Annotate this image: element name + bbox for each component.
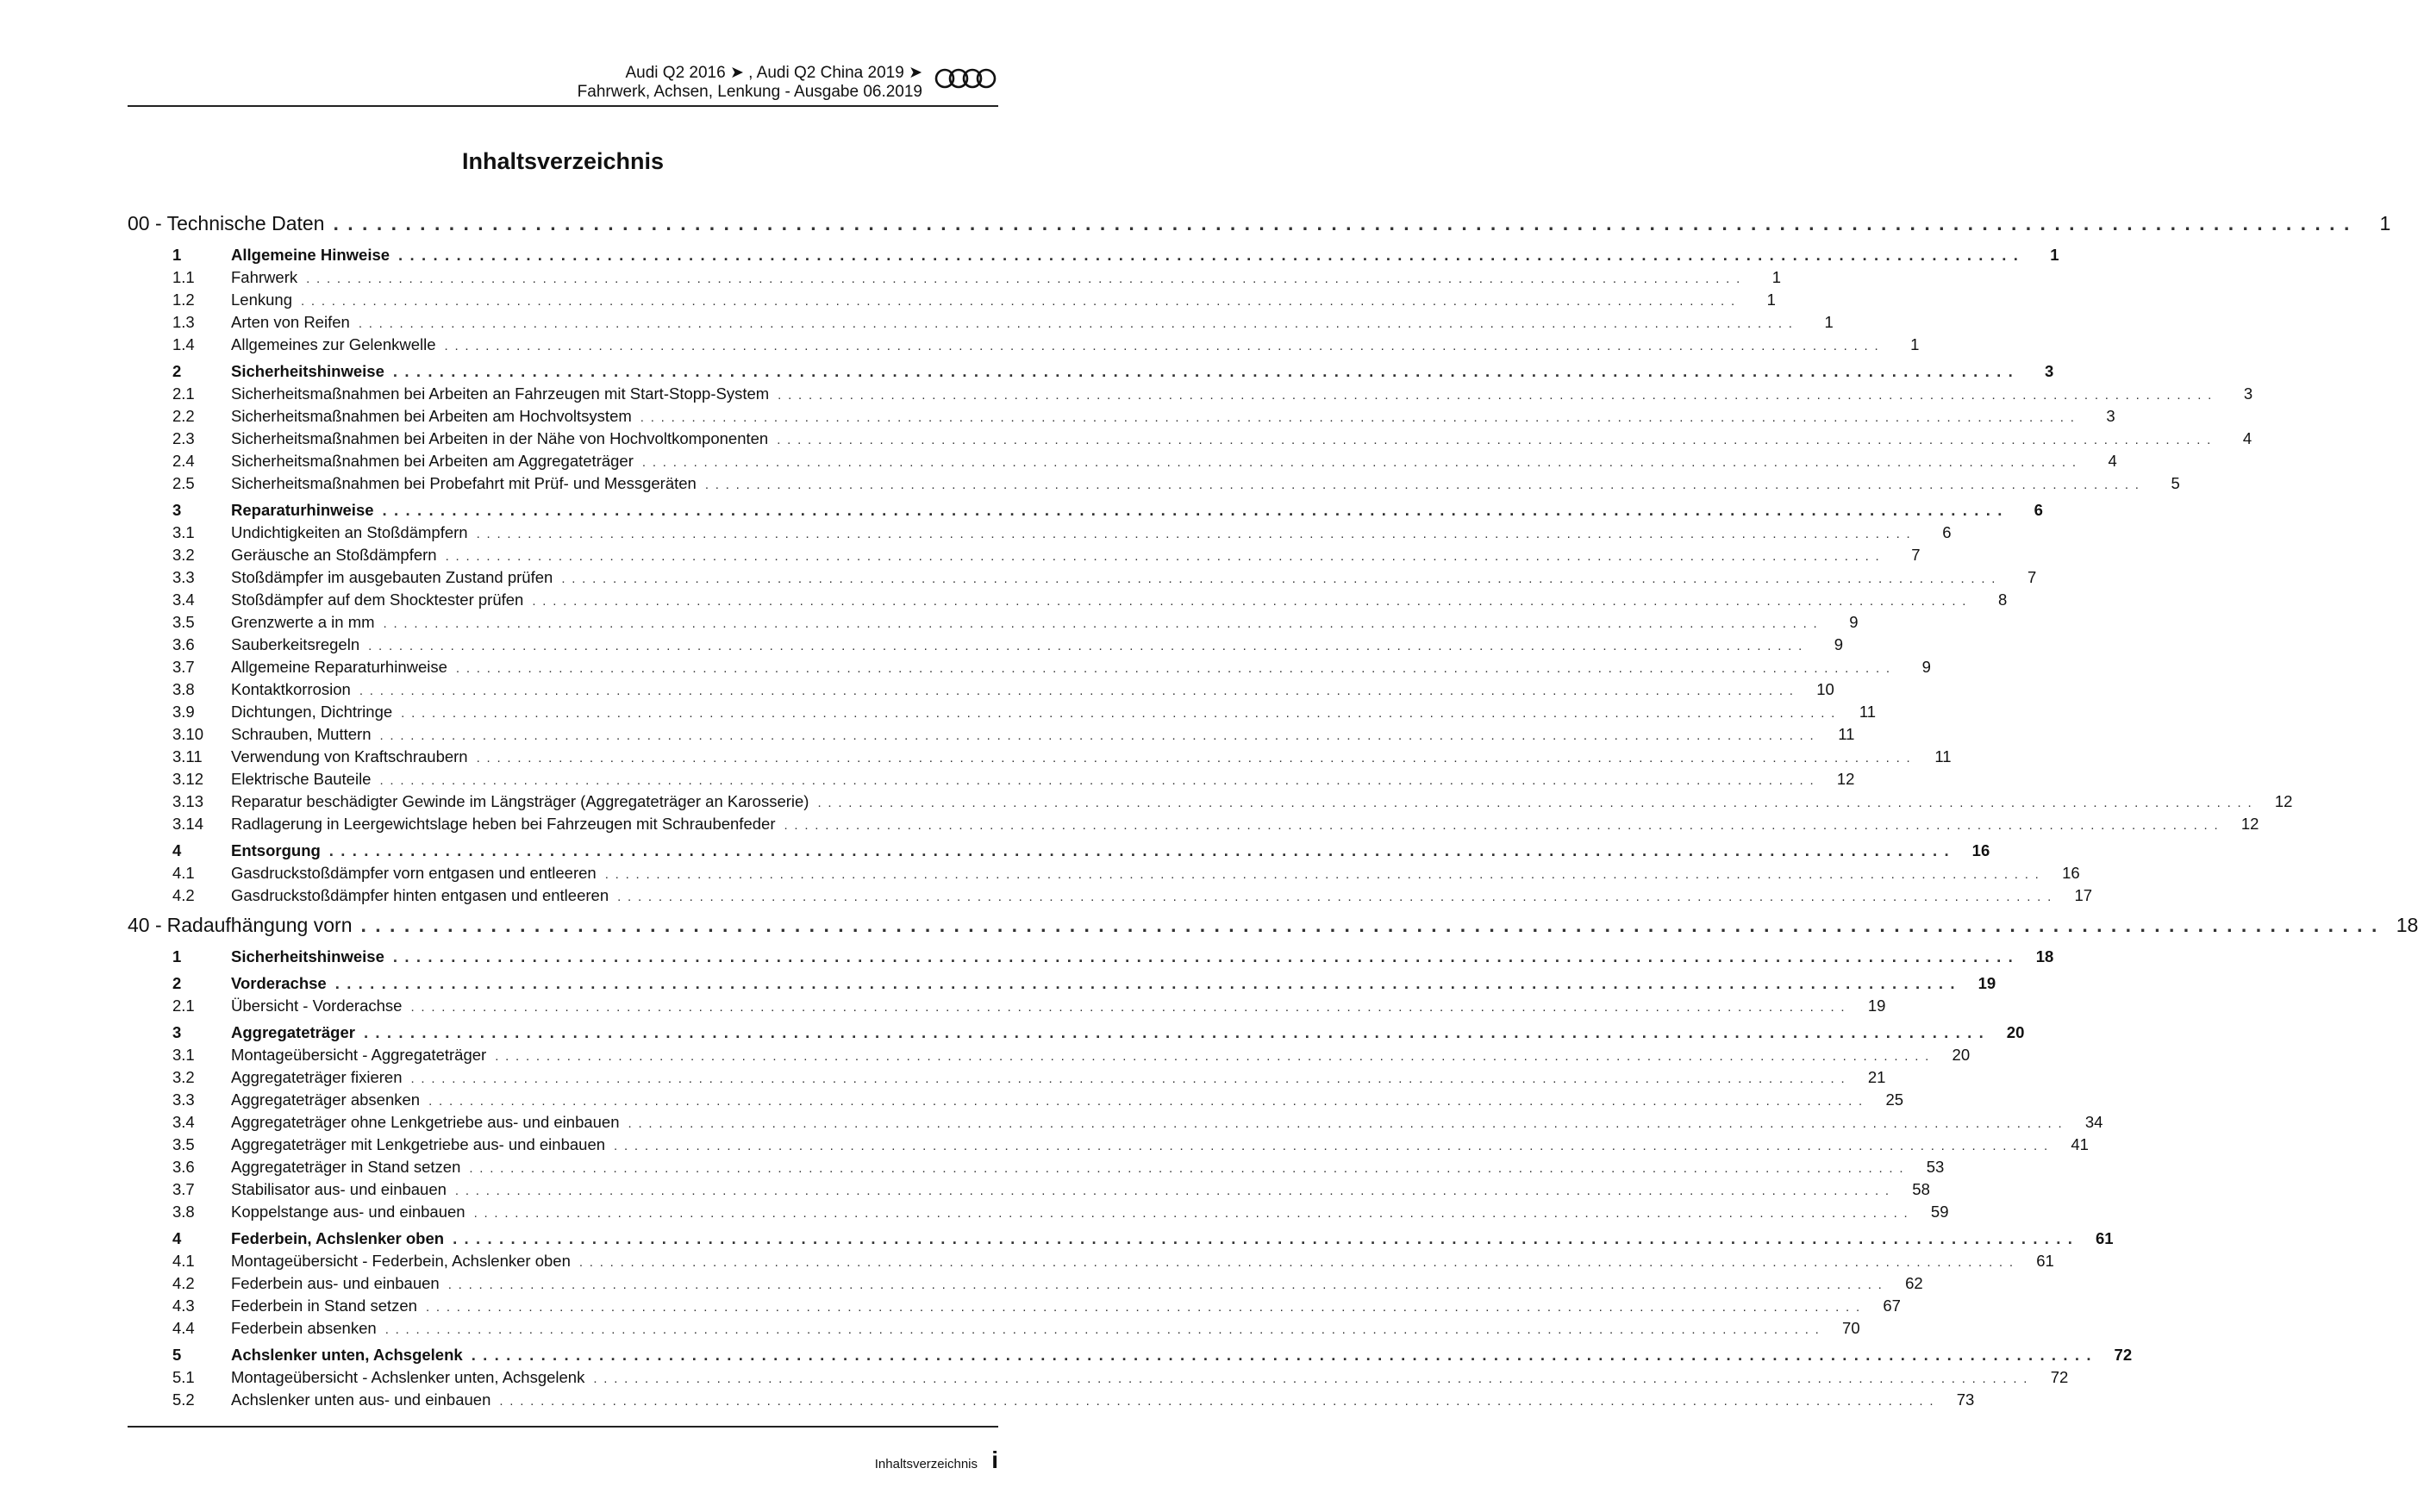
- toc-sub-row[interactable]: [128, 635, 1844, 658]
- toc-entry-page: 21: [1867, 1068, 1886, 1086]
- toc-section-row[interactable]: [128, 841, 1990, 864]
- toc-sub-row[interactable]: [128, 1319, 1860, 1341]
- audi-rings-icon: [934, 67, 998, 90]
- toc-sub-row[interactable]: [128, 474, 2180, 497]
- toc-dot-leader: . . . . . . . . . . . . . . . . . . . . . . . . . . . . . . . . . . . . . . . . . . . . . . . . . . . . . . . . . . . . . . . . . . . . . . . . . . . . . . . . . . . . . . . . . . . . . . . . . . . . . . . . . . . . . . . . . . . . . . . . . . . . . . . . . . . . . . . . . . . .: [333, 212, 2352, 234]
- toc-entry-number: 4.1: [172, 864, 195, 882]
- toc-sub-row[interactable]: [128, 792, 2293, 815]
- toc-entry-number: 4.1: [172, 1252, 195, 1270]
- toc-dot-leader: . . . . . . . . . . . . . . . . . . . . . . . . . . . . . . . . . . . . . . . . . . . . . . . . . . . . . . . . . . . . . . . . . . . . . . . . . . . . . . . . . . . . . . . . . . . . . . . . . . . . . . . . . . . . . . . . . . . . . . . . . . . . . . . . . . . . . . . . . . . .: [410, 1072, 1846, 1086]
- toc-dot-leader: . . . . . . . . . . . . . . . . . . . . . . . . . . . . . . . . . . . . . . . . . . . . . . . . . . . . . . . . . . . . . . . . . . . . . . . . . . . . . . . . . . . . . . . . . . . . . . . . . . . . . . . . . . . . . . . . . . . . . . . . . . . . . . . . . . . . . . . . . . . .: [410, 1000, 1846, 1015]
- toc-section-row[interactable]: [128, 1346, 2133, 1368]
- toc-entry-page: 12: [2274, 792, 2293, 810]
- toc-entry-title: Entsorgung: [231, 841, 321, 859]
- toc-entry-title: Dichtungen, Dichtringe: [231, 703, 393, 721]
- toc-sub-row[interactable]: [128, 1390, 1975, 1413]
- toc-entry-page: 11: [1838, 725, 1855, 743]
- toc-entry-title: Schrauben, Muttern: [231, 725, 372, 743]
- toc-sub-row[interactable]: [128, 1274, 1923, 1296]
- toc-entry-page: 10: [1816, 680, 1834, 698]
- toc-dot-leader: . . . . . . . . . . . . . . . . . . . . . . . . . . . . . . . . . . . . . . . . . . . . . . . . . . . . . . . . . . . . . . . . . . . . . . . . . . . . . . . . . . . . . . . . . . . . . . . . . . . . . . . . . . . . . . . . . . . . . . . . . . . . . . . . . . . . . . . . . . . .: [455, 661, 1891, 676]
- toc-chapter-row[interactable]: [128, 212, 2391, 241]
- toc-entry-title: Radaufhängung vorn: [166, 914, 353, 936]
- toc-entry-page: 7: [1911, 546, 1921, 564]
- toc-dot-leader: . . . . . . . . . . . . . . . . . . . . . . . . . . . . . . . . . . . . . . . . . . . . . . . . . . . . . . . . . . . . . . . . . . . . . . . . . . . . . . . . . . . . . . . . . . . . . . . . . . . . . . . . . . . . . . . . . . . . . . . . . . . . . . . . . . . . . . . . . . . .: [453, 1229, 2074, 1247]
- toc-entry-title: Federbein in Stand setzen: [231, 1296, 417, 1315]
- toc-entry-page: 17: [2074, 886, 2093, 904]
- toc-entry-number: 1.3: [172, 313, 195, 331]
- toc-entry-title: Technische Daten: [166, 212, 325, 234]
- toc-dot-leader: . . . . . . . . . . . . . . . . . . . . . . . . . . . . . . . . . . . . . . . . . . . . . . . . . . . . . . . . . . . . . . . . . . . . . . . . . . . . . . . . . . . . . . . . . . . . . . . . . . . . . . . . . . . . . . . . . . . . . . . . . . . . . . . . . . . . . . . . . . . .: [359, 684, 1795, 698]
- toc-sub-row[interactable]: [128, 997, 1886, 1019]
- toc-sub-row[interactable]: [128, 268, 1782, 291]
- toc-entry-title: Stoßdämpfer im ausgebauten Zustand prüfen: [231, 568, 553, 586]
- toc-entry-title: Übersicht - Vorderachse: [231, 997, 403, 1015]
- toc-entry-title: Aggregateträger: [231, 1023, 355, 1041]
- toc-entry-page: 3: [2106, 407, 2115, 425]
- toc-entry-number: 2.1: [172, 997, 195, 1015]
- page-footer: [128, 1426, 998, 1473]
- toc-entry-title: Vorderachse: [231, 974, 327, 992]
- toc-dot-leader: . . . . . . . . . . . . . . . . . . . . . . . . . . . . . . . . . . . . . . . . . . . . . . . . . . . . . . . . . . . . . . . . . . . . . . . . . . . . . . . . . . . . . . . . . . . . . . . . . . . . . . . . . . . . . . . . . . . . . . . . . . . . . . . . . . . . . . . . . . . .: [784, 818, 2220, 833]
- toc-entry-number: 3.2: [172, 1068, 195, 1086]
- toc-entry-number: 3.2: [172, 546, 195, 564]
- toc-entry-page: 59: [1930, 1203, 1949, 1221]
- toc-dot-leader: . . . . . . . . . . . . . . . . . . . . . . . . . . . . . . . . . . . . . . . . . . . . . . . . . . . . . . . . . . . . . . . . . . . . . . . . . . . . . . . . . . . . . . . . . . . . . . . . . . . . . . . . . . . . . . . . . . . . . . . . . . . . . . . . . . . . . . . . . . . .: [617, 890, 2053, 904]
- toc-entry-page: 6: [1942, 523, 1952, 541]
- toc-entry-page: 25: [1885, 1090, 1904, 1109]
- header-subject-line: Fahrwerk, Achsen, Lenkung - Ausgabe 06.2019: [577, 83, 922, 101]
- toc-section-row[interactable]: [128, 974, 1996, 997]
- toc-dot-leader: . . . . . . . . . . . . . . . . . . . . . . . . . . . . . . . . . . . . . . . . . . . . . . . . . . . . . . . . . . . . . . . . . . . . . . . . . . . . . . . . . . . . . . . . . . . . . . . . . . . . . . . . . . . . . . . . . . . . . . . . . . . . . . . . . . . . . . . . . . . .: [469, 1161, 1905, 1176]
- toc-dot-leader: . . . . . . . . . . . . . . . . . . . . . . . . . . . . . . . . . . . . . . . . . . . . . . . . . . . . . . . . . . . . . . . . . . . . . . . . . . . . . . . . . . . . . . . . . . . . . . . . . . . . . . . . . . . . . . . . . . . . . . . . . . . . . . . . . . . . . . . . . . . .: [704, 478, 2140, 492]
- toc-dot-leader: . . . . . . . . . . . . . . . . . . . . . . . . . . . . . . . . . . . . . . . . . . . . . . . . . . . . . . . . . . . . . . . . . . . . . . . . . . . . . . . . . . . . . . . . . . . . . . . . . . . . . . . . . . . . . . . . . . . . . . . . . . . . . . . . . . . . . . . . . . . .: [476, 527, 1912, 541]
- toc-entry-title: Radlagerung in Leergewichtslage heben bei Fahrzeugen mit Schraubenfeder: [231, 815, 776, 833]
- toc-entry-title: Sicherheitsmaßnahmen bei Arbeiten in der Nähe von Hochvoltkomponenten: [231, 429, 769, 447]
- toc-entry-number: 3.6: [172, 635, 195, 653]
- toc-sub-row[interactable]: [128, 335, 1920, 358]
- toc-entry-title: Montageübersicht - Achslenker unten, Achsgelenk: [231, 1368, 585, 1386]
- toc-entry-number: 3.7: [172, 658, 195, 676]
- toc-entry-page: 20: [2006, 1023, 2025, 1041]
- toc-sub-row[interactable]: [128, 864, 2080, 886]
- toc-entry-page: 9: [1834, 635, 1844, 653]
- toc-entry-title: Aggregateträger absenken: [231, 1090, 421, 1109]
- toc-entry-page: 16: [2062, 864, 2080, 882]
- toc-dot-leader: . . . . . . . . . . . . . . . . . . . . . . . . . . . . . . . . . . . . . . . . . . . . . . . . . . . . . . . . . . . . . . . . . . . . . . . . . . . . . . . . . . . . . . . . . . . . . . . . . . . . . . . . . . . . . . . . . . . . . . . . . . . . . . . . . . . . . . . . . . . .: [817, 796, 2253, 810]
- page-title: Inhaltsverzeichnis: [461, 148, 665, 174]
- toc-entry-number: 3.3: [172, 568, 195, 586]
- toc-dot-leader: . . . . . . . . . . . . . . . . . . . . . . . . . . . . . . . . . . . . . . . . . . . . . . . . . . . . . . . . . . . . . . . . . . . . . . . . . . . . . . . . . . . . . . . . . . . . . . . . . . . . . . . . . . . . . . . . . . . . . . . . . . . . . . . . . . . . . . . . . . . .: [471, 1346, 2093, 1364]
- toc-entry-title: Montageübersicht - Federbein, Achslenker oben: [231, 1252, 571, 1270]
- toc-entry-page: 1: [2050, 246, 2059, 264]
- toc-sub-row[interactable]: [128, 313, 1834, 335]
- toc-entry-number: 4.2: [172, 886, 195, 904]
- toc-entry-page: 19: [1978, 974, 1996, 992]
- toc-dot-leader: . . . . . . . . . . . . . . . . . . . . . . . . . . . . . . . . . . . . . . . . . . . . . . . . . . . . . . . . . . . . . . . . . . . . . . . . . . . . . . . . . . . . . . . . . . . . . . . . . . . . . . . . . . . . . . . . . . . . . . . . . . . . . . . . . . . . . . . . . . . .: [604, 867, 2040, 882]
- toc-dot-leader: . . . . . . . . . . . . . . . . . . . . . . . . . . . . . . . . . . . . . . . . . . . . . . . . . . . . . . . . . . . . . . . . . . . . . . . . . . . . . . . . . . . . . . . . . . . . . . . . . . . . . . . . . . . . . . . . . . . . . . . . . . . . . . . . . . . . . . . . . . . .: [328, 841, 1951, 859]
- toc-dot-leader: . . . . . . . . . . . . . . . . . . . . . . . . . . . . . . . . . . . . . . . . . . . . . . . . . . . . . . . . . . . . . . . . . . . . . . . . . . . . . . . . . . . . . . . . . . . . . . . . . . . . . . . . . . . . . . . . . . . . . . . . . . . . . . . . . . . . . . . . . . . .: [473, 1206, 1909, 1221]
- toc-entry-page: 67: [1883, 1296, 1901, 1315]
- toc-entry-page: 4: [2108, 452, 2117, 470]
- toc-dot-leader: . . . . . . . . . . . . . . . . . . . . . . . . . . . . . . . . . . . . . . . . . . . . . . . . . . . . . . . . . . . . . . . . . . . . . . . . . . . . . . . . . . . . . . . . . . . . . . . . . . . . . . . . . . . . . . . . . . . . . . . . . . . . . . . . . . . . . . . . . . . .: [334, 974, 1957, 992]
- toc-entry-page: 53: [1926, 1158, 1945, 1176]
- toc-entry-number: 4: [172, 1229, 182, 1247]
- toc-dot-leader: . . . . . . . . . . . . . . . . . . . . . . . . . . . . . . . . . . . . . . . . . . . . . . . . . . . . . . . . . . . . . . . . . . . . . . . . . . . . . . . . . . . . . . . . . . . . . . . . . . . . . . . . . . . . . . . . . . . . . . . . . . . . . . . . . . . . . . . . . . . .: [392, 947, 2015, 965]
- toc-entry-title: Geräusche an Stoßdämpfern: [231, 546, 437, 564]
- toc-entry-number: 3: [172, 501, 182, 519]
- toc-sub-row[interactable]: [128, 1135, 2089, 1158]
- toc-entry-page: 11: [1859, 703, 1877, 721]
- toc-entry-number: 1.2: [172, 291, 195, 309]
- toc-sub-row[interactable]: [128, 703, 1877, 725]
- toc-dot-leader: . . . . . . . . . . . . . . . . . . . . . . . . . . . . . . . . . . . . . . . . . . . . . . . . . . . . . . . . . . . . . . . . . . . . . . . . . . . . . . . . . . . . . . . . . . . . . . . . . . . . . . . . . . . . . . . . . . . . . . . . . . . . . . . . . . . . . . . . . . . .: [379, 773, 1815, 788]
- toc-entry-page: 41: [2071, 1135, 2089, 1153]
- toc-entry-title: Koppelstange aus- und einbauen: [231, 1203, 465, 1221]
- toc-sub-row[interactable]: [128, 1203, 1949, 1225]
- toc-dot-leader: . . . . . . . . . . . . . . . . . . . . . . . . . . . . . . . . . . . . . . . . . . . . . . . . . . . . . . . . . . . . . . . . . . . . . . . . . . . . . . . . . . . . . . . . . . . . . . . . . . . . . . . . . . . . . . . . . . . . . . . . . . . . . . . . . . . . . . . . . . . .: [425, 1300, 1861, 1315]
- header-model-line: Audi Q2 2016 ➤ , Audi Q2 China 2019 ➤: [625, 64, 922, 82]
- toc-entry-title: Sauberkeitsregeln: [231, 635, 360, 653]
- toc-entry-number: 00 -: [128, 212, 162, 234]
- toc-entry-page: 70: [1842, 1319, 1860, 1337]
- toc-sub-row[interactable]: [128, 680, 1834, 703]
- toc-sub-row[interactable]: [128, 1046, 1971, 1068]
- toc-sub-row[interactable]: [128, 429, 2252, 452]
- toc-sub-row[interactable]: [128, 407, 2115, 429]
- toc-sub-row[interactable]: [128, 452, 2117, 474]
- toc-entry-page: 58: [1912, 1180, 1930, 1198]
- toc-dot-leader: . . . . . . . . . . . . . . . . . . . . . . . . . . . . . . . . . . . . . . . . . . . . . . . . . . . . . . . . . . . . . . . . . . . . . . . . . . . . . . . . . . . . . . . . . . . . . . . . . . . . . . . . . . . . . . . . . . . . . . . . . . . . . . . . . . . . . . . . . . . .: [392, 362, 2015, 380]
- toc-dot-leader: . . . . . . . . . . . . . . . . . . . . . . . . . . . . . . . . . . . . . . . . . . . . . . . . . . . . . . . . . . . . . . . . . . . . . . . . . . . . . . . . . . . . . . . . . . . . . . . . . . . . . . . . . . . . . . . . . . . . . . . . . . . . . . . . . . . . . . . . . . . .: [428, 1094, 1865, 1109]
- toc-sub-row[interactable]: [128, 725, 1855, 747]
- toc-entry-page: 18: [2035, 947, 2054, 965]
- toc-entry-number: 2: [172, 362, 182, 380]
- toc-entry-title: Gasdruckstoßdämpfer hinten entgasen und entleeren: [231, 886, 609, 904]
- toc-dot-leader: . . . . . . . . . . . . . . . . . . . . . . . . . . . . . . . . . . . . . . . . . . . . . . . . . . . . . . . . . . . . . . . . . . . . . . . . . . . . . . . . . . . . . . . . . . . . . . . . . . . . . . . . . . . . . . . . . . . . . . . . . . . . . . . . . . . . . . . . . . . .: [383, 616, 1819, 631]
- toc-entry-title: Achslenker unten aus- und einbauen: [231, 1390, 491, 1409]
- toc-entry-title: Sicherheitshinweise: [231, 947, 384, 965]
- toc-entry-title: Aggregateträger mit Lenkgetriebe aus- und einbauen: [231, 1135, 606, 1153]
- toc-sub-row[interactable]: [128, 658, 1931, 680]
- toc-sub-row[interactable]: [128, 1068, 1886, 1090]
- toc-entry-page: 61: [2095, 1229, 2114, 1247]
- toc-dot-leader: . . . . . . . . . . . . . . . . . . . . . . . . . . . . . . . . . . . . . . . . . . . . . . . . . . . . . . . . . . . . . . . . . . . . . . . . . . . . . . . . . . . . . . . . . . . . . . . . . . . . . . . . . . . . . . . . . . . . . . . . . . . . . . . . . . . . . . . . . . . .: [777, 433, 2213, 447]
- toc-entry-number: 2.4: [172, 452, 195, 470]
- toc-chapter-row[interactable]: [128, 914, 2418, 943]
- toc-section-row[interactable]: [128, 362, 2054, 384]
- toc-dot-leader: . . . . . . . . . . . . . . . . . . . . . . . . . . . . . . . . . . . . . . . . . . . . . . . . . . . . . . . . . . . . . . . . . . . . . . . . . . . . . . . . . . . . . . . . . . . . . . . . . . . . . . . . . . . . . . . . . . . . . . . . . . . . . . . . . . . . . . . . . . . .: [382, 501, 2003, 519]
- toc-dot-leader: . . . . . . . . . . . . . . . . . . . . . . . . . . . . . . . . . . . . . . . . . . . . . . . . . . . . . . . . . . . . . . . . . . . . . . . . . . . . . . . . . . . . . . . . . . . . . . . . . . . . . . . . . . . . . . . . . . . . . . . . . . . . . . . . . . . . . . . . . . . .: [447, 1278, 1884, 1292]
- toc-entry-page: 9: [1921, 658, 1931, 676]
- toc-entry-number: 4.2: [172, 1274, 195, 1292]
- toc-entry-number: 5.2: [172, 1390, 195, 1409]
- toc-dot-leader: . . . . . . . . . . . . . . . . . . . . . . . . . . . . . . . . . . . . . . . . . . . . . . . . . . . . . . . . . . . . . . . . . . . . . . . . . . . . . . . . . . . . . . . . . . . . . . . . . . . . . . . . . . . . . . . . . . . . . . . . . . . . . . . . . . . . . . . . . . . .: [454, 1184, 1890, 1198]
- toc-sub-row[interactable]: [128, 1252, 2054, 1274]
- toc-entry-page: 1: [1824, 313, 1834, 331]
- toc-entry-title: Reparaturhinweise: [231, 501, 374, 519]
- toc-entry-number: 3.13: [172, 792, 204, 810]
- toc-entry-title: Undichtigkeiten an Stoßdämpfern: [231, 523, 468, 541]
- toc-entry-title: Allgemeine Hinweise: [231, 246, 391, 264]
- toc-entry-page: 62: [1905, 1274, 1923, 1292]
- toc-entry-title: Fahrwerk: [231, 268, 298, 286]
- toc-entry-title: Arten von Reifen: [231, 313, 350, 331]
- toc-entry-page: 1: [1910, 335, 1920, 353]
- toc-dot-leader: . . . . . . . . . . . . . . . . . . . . . . . . . . . . . . . . . . . . . . . . . . . . . . . . . . . . . . . . . . . . . . . . . . . . . . . . . . . . . . . . . . . . . . . . . . . . . . . . . . . . . . . . . . . . . . . . . . . . . . . . . . . . . . . . . . . . . . . . . . . .: [306, 272, 1742, 286]
- toc-entry-page: 11: [1934, 747, 1952, 765]
- footer-label: Inhaltsverzeichnis: [874, 1457, 978, 1471]
- toc-section-row[interactable]: [128, 1023, 2025, 1046]
- toc-entry-page: 1: [2379, 212, 2391, 234]
- toc-dot-leader: . . . . . . . . . . . . . . . . . . . . . . . . . . . . . . . . . . . . . . . . . . . . . . . . . . . . . . . . . . . . . . . . . . . . . . . . . . . . . . . . . . . . . . . . . . . . . . . . . . . . . . . . . . . . . . . . . . . . . . . . . . . . . . . . . . . . . . . . . . . .: [778, 388, 2214, 403]
- toc-sub-row[interactable]: [128, 590, 2008, 613]
- toc-sub-row[interactable]: [128, 886, 2093, 909]
- toc-entry-page: 9: [1849, 613, 1859, 631]
- toc-entry-page: 5: [2171, 474, 2180, 492]
- toc-sub-row[interactable]: [128, 770, 1855, 792]
- toc-entry-page: 8: [1997, 590, 2008, 609]
- toc-entry-number: 2.5: [172, 474, 195, 492]
- toc-entry-title: Sicherheitshinweise: [231, 362, 384, 380]
- toc-sub-row[interactable]: [128, 1180, 1930, 1203]
- toc-entry-number: 3.4: [172, 590, 195, 609]
- toc-dot-leader: . . . . . . . . . . . . . . . . . . . . . . . . . . . . . . . . . . . . . . . . . . . . . . . . . . . . . . . . . . . . . . . . . . . . . . . . . . . . . . . . . . . . . . . . . . . . . . . . . . . . . . . . . . . . . . . . . . . . . . . . . . . . . . . . . . . . . . . . . . . .: [641, 455, 2077, 470]
- toc-sub-row[interactable]: [128, 546, 1921, 568]
- toc-section-row[interactable]: [128, 501, 2043, 523]
- toc-entry-page: 1: [1771, 268, 1782, 286]
- toc-entry-page: 20: [1952, 1046, 1971, 1064]
- toc-entry-page: 4: [2242, 429, 2252, 447]
- toc-dot-leader: . . . . . . . . . . . . . . . . . . . . . . . . . . . . . . . . . . . . . . . . . . . . . . . . . . . . . . . . . . . . . . . . . . . . . . . . . . . . . . . . . . . . . . . . . . . . . . . . . . . . . . . . . . . . . . . . . . . . . . . . . . . . . . . . . . . . . . . . . . . .: [444, 339, 1880, 353]
- toc-entry-number: 3.14: [172, 815, 204, 833]
- toc-sub-row[interactable]: [128, 1296, 1901, 1319]
- toc-entry-number: 3.1: [172, 1046, 195, 1064]
- footer-page-number: i: [991, 1446, 998, 1473]
- toc-entry-number: 1: [172, 947, 182, 965]
- toc-dot-leader: . . . . . . . . . . . . . . . . . . . . . . . . . . . . . . . . . . . . . . . . . . . . . . . . . . . . . . . . . . . . . . . . . . . . . . . . . . . . . . . . . . . . . . . . . . . . . . . . . . . . . . . . . . . . . . . . . . . . . . . . . . . . . . . . . . . . . . . . . . . .: [476, 751, 1912, 765]
- toc-entry-title: Federbein absenken: [231, 1319, 377, 1337]
- toc-sub-row[interactable]: [128, 613, 1859, 635]
- toc-entry-title: Sicherheitsmaßnahmen bei Arbeiten an Fahrzeugen mit Start-Stopp-System: [231, 384, 770, 403]
- toc-entry-number: 4: [172, 841, 182, 859]
- table-of-contents: [128, 207, 2418, 1413]
- toc-entry-page: 34: [2084, 1113, 2103, 1131]
- toc-entry-number: 3.7: [172, 1180, 195, 1198]
- toc-entry-number: 1.4: [172, 335, 195, 353]
- toc-entry-page: 1: [1766, 291, 1776, 309]
- toc-entry-title: Gasdruckstoßdämpfer vorn entgasen und entleeren: [231, 864, 597, 882]
- toc-entry-title: Allgemeine Reparaturhinweise: [231, 658, 447, 676]
- toc-dot-leader: . . . . . . . . . . . . . . . . . . . . . . . . . . . . . . . . . . . . . . . . . . . . . . . . . . . . . . . . . . . . . . . . . . . . . . . . . . . . . . . . . . . . . . . . . . . . . . . . . . . . . . . . . . . . . . . . . . . . . . . . . . . . . . . . . . . . . . . . . . . .: [561, 572, 1997, 586]
- toc-entry-number: 3.4: [172, 1113, 195, 1131]
- toc-entry-number: 3: [172, 1023, 182, 1041]
- toc-sub-row[interactable]: [128, 815, 2259, 837]
- toc-entry-page: 72: [2114, 1346, 2133, 1364]
- toc-entry-title: Aggregateträger fixieren: [231, 1068, 403, 1086]
- toc-entry-title: Elektrische Bauteile: [231, 770, 372, 788]
- toc-dot-leader: . . . . . . . . . . . . . . . . . . . . . . . . . . . . . . . . . . . . . . . . . . . . . . . . . . . . . . . . . . . . . . . . . . . . . . . . . . . . . . . . . . . . . . . . . . . . . . . . . . . . . . . . . . . . . . . . . . . . . . . . . . . . . . . . . . . . . . . . . . . .: [628, 1116, 2064, 1131]
- toc-entry-number: 5: [172, 1346, 182, 1364]
- toc-sub-row[interactable]: [128, 1113, 2103, 1135]
- toc-entry-number: 3.3: [172, 1090, 195, 1109]
- toc-entry-number: 2.3: [172, 429, 195, 447]
- toc-sub-row[interactable]: [128, 1368, 2069, 1390]
- toc-entry-page: 73: [1956, 1390, 1975, 1409]
- toc-entry-title: Montageübersicht - Aggregateträger: [231, 1046, 487, 1064]
- toc-entry-page: 61: [2036, 1252, 2054, 1270]
- toc-sub-row[interactable]: [128, 568, 2037, 590]
- toc-entry-number: 2.2: [172, 407, 195, 425]
- toc-entry-number: 5.1: [172, 1368, 195, 1386]
- toc-dot-leader: . . . . . . . . . . . . . . . . . . . . . . . . . . . . . . . . . . . . . . . . . . . . . . . . . . . . . . . . . . . . . . . . . . . . . . . . . . . . . . . . . . . . . . . . . . . . . . . . . . . . . . . . . . . . . . . . . . . . . . . . . . . . . . . . . . . . . . . . . . . .: [499, 1394, 1935, 1409]
- toc-entry-title: Aggregateträger in Stand setzen: [231, 1158, 461, 1176]
- toc-dot-leader: . . . . . . . . . . . . . . . . . . . . . . . . . . . . . . . . . . . . . . . . . . . . . . . . . . . . . . . . . . . . . . . . . . . . . . . . . . . . . . . . . . . . . . . . . . . . . . . . . . . . . . . . . . . . . . . . . . . . . . . . . . . . . . . . . . . . . . . . . . . .: [368, 639, 1804, 653]
- toc-entry-title: Stabilisator aus- und einbauen: [231, 1180, 447, 1198]
- toc-entry-page: 3: [2243, 384, 2253, 403]
- toc-entry-number: 3.5: [172, 613, 195, 631]
- toc-sub-row[interactable]: [128, 1158, 1945, 1180]
- toc-entry-page: 18: [2396, 914, 2418, 936]
- toc-sub-row[interactable]: [128, 523, 1952, 546]
- toc-entry-number: 4.4: [172, 1319, 195, 1337]
- toc-dot-leader: . . . . . . . . . . . . . . . . . . . . . . . . . . . . . . . . . . . . . . . . . . . . . . . . . . . . . . . . . . . . . . . . . . . . . . . . . . . . . . . . . . . . . . . . . . . . . . . . . . . . . . . . . . . . . . . . . . . . . . . . . . . . . . . . . . . . . . . . . . . .: [363, 1023, 1985, 1041]
- toc-entry-number: 3.1: [172, 523, 195, 541]
- toc-entry-title: Aggregateträger ohne Lenkgetriebe aus- und einbauen: [231, 1113, 620, 1131]
- toc-entry-page: 19: [1867, 997, 1886, 1015]
- toc-dot-leader: . . . . . . . . . . . . . . . . . . . . . . . . . . . . . . . . . . . . . . . . . . . . . . . . . . . . . . . . . . . . . . . . . . . . . . . . . . . . . . . . . . . . . . . . . . . . . . . . . . . . . . . . . . . . . . . . . . . . . . . . . . . . . . . . . . . . . . . . . . . .: [398, 246, 2020, 264]
- toc-entry-title: Federbein, Achslenker oben: [231, 1229, 445, 1247]
- toc-entry-page: 3: [2045, 362, 2054, 380]
- toc-entry-number: 3.10: [172, 725, 204, 743]
- toc-entry-number: 3.8: [172, 1203, 195, 1221]
- toc-entry-title: Grenzwerte a in mm: [231, 613, 375, 631]
- toc-entry-number: 3.11: [172, 747, 203, 765]
- toc-entry-title: Lenkung: [231, 291, 292, 309]
- toc-entry-page: 12: [2240, 815, 2259, 833]
- toc-entry-title: Verwendung von Kraftschraubern: [231, 747, 468, 765]
- page-header: [128, 59, 998, 107]
- toc-sub-row[interactable]: [128, 384, 2253, 407]
- toc-dot-leader: . . . . . . . . . . . . . . . . . . . . . . . . . . . . . . . . . . . . . . . . . . . . . . . . . . . . . . . . . . . . . . . . . . . . . . . . . . . . . . . . . . . . . . . . . . . . . . . . . . . . . . . . . . . . . . . . . . . . . . . . . . . . . . . . . . . . . . . . . . . .: [360, 914, 2379, 936]
- toc-entry-number: 1: [172, 246, 182, 264]
- toc-sub-row[interactable]: [128, 291, 1776, 313]
- toc-entry-title: Achslenker unten, Achsgelenk: [231, 1346, 463, 1364]
- toc-dot-leader: . . . . . . . . . . . . . . . . . . . . . . . . . . . . . . . . . . . . . . . . . . . . . . . . . . . . . . . . . . . . . . . . . . . . . . . . . . . . . . . . . . . . . . . . . . . . . . . . . . . . . . . . . . . . . . . . . . . . . . . . . . . . . . . . . . . . . . . . . . . .: [384, 1322, 1821, 1337]
- toc-entry-page: 16: [1971, 841, 1990, 859]
- toc-section-row[interactable]: [128, 1229, 2114, 1252]
- toc-section-row[interactable]: [128, 246, 2059, 268]
- toc-entry-number: 3.8: [172, 680, 195, 698]
- toc-entry-title: Kontaktkorrosion: [231, 680, 351, 698]
- toc-entry-page: 12: [1836, 770, 1855, 788]
- toc-dot-leader: . . . . . . . . . . . . . . . . . . . . . . . . . . . . . . . . . . . . . . . . . . . . . . . . . . . . . . . . . . . . . . . . . . . . . . . . . . . . . . . . . . . . . . . . . . . . . . . . . . . . . . . . . . . . . . . . . . . . . . . . . . . . . . . . . . . . . . . . . . . .: [532, 594, 1968, 609]
- toc-entry-number: 3.5: [172, 1135, 195, 1153]
- toc-entry-title: Sicherheitsmaßnahmen bei Arbeiten am Hochvoltsystem: [231, 407, 632, 425]
- toc-entry-title: Allgemeines zur Gelenkwelle: [231, 335, 436, 353]
- toc-entry-number: 2: [172, 974, 182, 992]
- toc-dot-leader: . . . . . . . . . . . . . . . . . . . . . . . . . . . . . . . . . . . . . . . . . . . . . . . . . . . . . . . . . . . . . . . . . . . . . . . . . . . . . . . . . . . . . . . . . . . . . . . . . . . . . . . . . . . . . . . . . . . . . . . . . . . . . . . . . . . . . . . . . . . .: [495, 1049, 1931, 1064]
- toc-dot-leader: . . . . . . . . . . . . . . . . . . . . . . . . . . . . . . . . . . . . . . . . . . . . . . . . . . . . . . . . . . . . . . . . . . . . . . . . . . . . . . . . . . . . . . . . . . . . . . . . . . . . . . . . . . . . . . . . . . . . . . . . . . . . . . . . . . . . . . . . . . . .: [593, 1371, 2029, 1386]
- toc-dot-leader: . . . . . . . . . . . . . . . . . . . . . . . . . . . . . . . . . . . . . . . . . . . . . . . . . . . . . . . . . . . . . . . . . . . . . . . . . . . . . . . . . . . . . . . . . . . . . . . . . . . . . . . . . . . . . . . . . . . . . . . . . . . . . . . . . . . . . . . . . . . .: [401, 706, 1837, 721]
- toc-dot-leader: . . . . . . . . . . . . . . . . . . . . . . . . . . . . . . . . . . . . . . . . . . . . . . . . . . . . . . . . . . . . . . . . . . . . . . . . . . . . . . . . . . . . . . . . . . . . . . . . . . . . . . . . . . . . . . . . . . . . . . . . . . . . . . . . . . . . . . . . . . . .: [614, 1139, 2049, 1153]
- toc-entry-title: Federbein aus- und einbauen: [231, 1274, 440, 1292]
- toc-entry-title: Sicherheitsmaßnahmen bei Probefahrt mit Prüf- und Messgeräten: [231, 474, 697, 492]
- toc-entry-number: 3.6: [172, 1158, 195, 1176]
- header-text: [578, 64, 922, 102]
- toc-dot-leader: . . . . . . . . . . . . . . . . . . . . . . . . . . . . . . . . . . . . . . . . . . . . . . . . . . . . . . . . . . . . . . . . . . . . . . . . . . . . . . . . . . . . . . . . . . . . . . . . . . . . . . . . . . . . . . . . . . . . . . . . . . . . . . . . . . . . . . . . . . . .: [445, 549, 1881, 564]
- toc-entry-number: 40 -: [128, 914, 162, 936]
- toc-entry-number: 1.1: [172, 268, 195, 286]
- toc-section-row[interactable]: [128, 947, 2054, 970]
- toc-sub-row[interactable]: [128, 1090, 1904, 1113]
- toc-entry-title: Sicherheitsmaßnahmen bei Arbeiten am Aggregateträger: [231, 452, 634, 470]
- toc-dot-leader: . . . . . . . . . . . . . . . . . . . . . . . . . . . . . . . . . . . . . . . . . . . . . . . . . . . . . . . . . . . . . . . . . . . . . . . . . . . . . . . . . . . . . . . . . . . . . . . . . . . . . . . . . . . . . . . . . . . . . . . . . . . . . . . . . . . . . . . . . . . .: [300, 294, 1736, 309]
- toc-entry-title: Stoßdämpfer auf dem Shocktester prüfen: [231, 590, 524, 609]
- toc-entry-title: Reparatur beschädigter Gewinde im Längsträger (Aggregateträger an Karosserie): [231, 792, 809, 810]
- toc-dot-leader: . . . . . . . . . . . . . . . . . . . . . . . . . . . . . . . . . . . . . . . . . . . . . . . . . . . . . . . . . . . . . . . . . . . . . . . . . . . . . . . . . . . . . . . . . . . . . . . . . . . . . . . . . . . . . . . . . . . . . . . . . . . . . . . . . . . . . . . . . . . .: [379, 728, 1815, 743]
- toc-entry-number: 2.1: [172, 384, 195, 403]
- toc-dot-leader: . . . . . . . . . . . . . . . . . . . . . . . . . . . . . . . . . . . . . . . . . . . . . . . . . . . . . . . . . . . . . . . . . . . . . . . . . . . . . . . . . . . . . . . . . . . . . . . . . . . . . . . . . . . . . . . . . . . . . . . . . . . . . . . . . . . . . . . . . . . .: [640, 410, 2076, 425]
- toc-entry-page: 6: [2034, 501, 2043, 519]
- toc-dot-leader: . . . . . . . . . . . . . . . . . . . . . . . . . . . . . . . . . . . . . . . . . . . . . . . . . . . . . . . . . . . . . . . . . . . . . . . . . . . . . . . . . . . . . . . . . . . . . . . . . . . . . . . . . . . . . . . . . . . . . . . . . . . . . . . . . . . . . . . . . . . .: [578, 1255, 2015, 1270]
- toc-entry-number: 3.9: [172, 703, 195, 721]
- toc-entry-number: 3.12: [172, 770, 204, 788]
- toc-entry-page: 72: [2050, 1368, 2069, 1386]
- toc-dot-leader: . . . . . . . . . . . . . . . . . . . . . . . . . . . . . . . . . . . . . . . . . . . . . . . . . . . . . . . . . . . . . . . . . . . . . . . . . . . . . . . . . . . . . . . . . . . . . . . . . . . . . . . . . . . . . . . . . . . . . . . . . . . . . . . . . . . . . . . . . . . .: [358, 316, 1794, 331]
- toc-entry-page: 7: [2027, 568, 2037, 586]
- toc-sub-row[interactable]: [128, 747, 1952, 770]
- toc-entry-number: 4.3: [172, 1296, 195, 1315]
